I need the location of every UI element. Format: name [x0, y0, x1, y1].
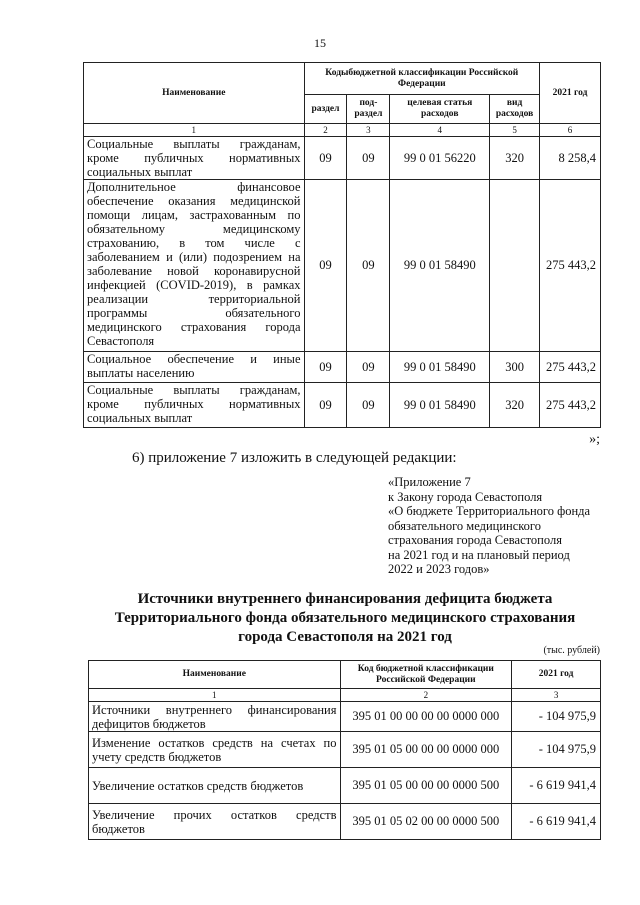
table-row	[89, 732, 601, 768]
table-row	[84, 352, 601, 383]
col-num-1: 1	[89, 689, 341, 702]
col-num-5: 5	[490, 124, 540, 137]
header-name: Наименование	[84, 63, 305, 124]
col-num-1: 1	[84, 124, 305, 137]
appendix-line: 2022 и 2023 годов»	[388, 562, 490, 576]
header-razdel: раздел	[304, 95, 347, 124]
col-num-3: 3	[512, 689, 601, 702]
row-vid	[490, 180, 540, 352]
row-name: Увеличение прочих остатков средств бюджетов	[89, 804, 341, 840]
row-tselevaya: 99 0 01 56220	[390, 137, 490, 180]
row-podrazdel: 09	[347, 180, 390, 352]
table-row	[84, 137, 601, 180]
table-row	[84, 180, 601, 352]
expenses-table	[83, 62, 601, 428]
appendix-reference	[388, 475, 603, 577]
row-podrazdel: 09	[347, 352, 390, 383]
row-code: 395 01 05 00 00 00 0000 500	[340, 768, 512, 804]
header-code: Код бюджетной классификации Российской Федерации	[340, 661, 512, 689]
row-podrazdel: 09	[347, 383, 390, 428]
row-vid: 320	[490, 383, 540, 428]
header-year: 2021 год	[512, 661, 601, 689]
row-name: Социальные выплаты гражданам, кроме публичных нормативных социальных выплат	[84, 137, 305, 180]
row-name: Источники внутреннего финансирования дефицитов бюджетов	[89, 702, 341, 732]
col-num-2: 2	[340, 689, 512, 702]
col-num-3: 3	[347, 124, 390, 137]
table-row	[89, 768, 601, 804]
row-name: Социальные выплаты гражданам, кроме публичных нормативных социальных выплат	[84, 383, 305, 428]
table-row	[89, 804, 601, 840]
row-name: Изменение остатков средств на счетах по учету средств бюджетов	[89, 732, 341, 768]
row-tselevaya: 99 0 01 58490	[390, 383, 490, 428]
row-name: Социальное обеспечение и иные выплаты населению	[84, 352, 305, 383]
header-codes: Кодыбюджетной классификации Российской Федерации	[304, 63, 540, 95]
row-amount: 275 443,2	[540, 352, 601, 383]
units-label: (тыс. рублей)	[543, 645, 600, 656]
row-amount: - 6 619 941,4	[512, 768, 601, 804]
table-row	[89, 702, 601, 732]
appendix-line: «О бюджете Территориального фонда	[388, 504, 591, 518]
item-6-text: 6) приложение 7 изложить в следующей редакции:	[132, 450, 457, 466]
financing-sources-table	[88, 660, 601, 840]
header-vid: вид расходов	[490, 95, 540, 124]
appendix-line: обязательного медицинского	[388, 518, 542, 533]
title-line: Источники внутреннего финансирования дефицита бюджета	[137, 591, 553, 607]
row-razdel: 09	[304, 383, 347, 428]
row-podrazdel: 09	[347, 137, 390, 180]
appendix-line: «Приложение 7	[388, 475, 471, 489]
appendix-line: на 2021 год и на плановый период	[388, 547, 570, 562]
row-amount: - 104 975,9	[512, 732, 601, 768]
appendix-line: к Закону города Севастополя	[388, 489, 543, 504]
row-code: 395 01 05 02 00 00 0000 500	[340, 804, 512, 840]
row-amount: - 6 619 941,4	[512, 804, 601, 840]
closing-mark: »;	[589, 432, 600, 447]
row-razdel: 09	[304, 352, 347, 383]
row-amount: - 104 975,9	[512, 702, 601, 732]
row-name: Увеличение остатков средств бюджетов	[89, 768, 341, 804]
row-tselevaya: 99 0 01 58490	[390, 180, 490, 352]
row-code: 395 01 00 00 00 00 0000 000	[340, 702, 512, 732]
appendix-line: страхования города Севастополя	[388, 533, 562, 547]
row-razdel: 09	[304, 137, 347, 180]
title-line: города Севастополя на 2021 год	[238, 629, 452, 645]
row-name: Дополнительное финансовое обеспечение оказания медицинской помощи лицам, застрахованным по обязательному медицинскому страхованию, в том числе с заболеванием и (или) подозрением на заболевание новой коронавирусной инфекцией (COVID-2019), в рамках реализации территориальной программы обязательного медицинского страхования города Севастополя	[84, 180, 305, 352]
header-podrazdel: под- раздел	[347, 95, 390, 124]
col-num-6: 6	[540, 124, 601, 137]
row-amount: 275 443,2	[540, 180, 601, 352]
row-razdel: 09	[304, 180, 347, 352]
row-code: 395 01 05 00 00 00 0000 000	[340, 732, 512, 768]
row-vid: 300	[490, 352, 540, 383]
col-num-4: 4	[390, 124, 490, 137]
section-title	[80, 590, 610, 647]
header-year: 2021 год	[540, 63, 601, 124]
row-amount: 8 258,4	[540, 137, 601, 180]
row-vid: 320	[490, 137, 540, 180]
table-row	[84, 383, 601, 428]
title-line: Территориального фонда обязательного медицинского страхования	[114, 610, 576, 626]
col-num-2: 2	[304, 124, 347, 137]
row-amount: 275 443,2	[540, 383, 601, 428]
page-number: 15	[314, 36, 326, 50]
header-tselevaya: целевая статья расходов	[390, 95, 490, 124]
header-name: Наименование	[89, 661, 341, 689]
row-tselevaya: 99 0 01 58490	[390, 352, 490, 383]
